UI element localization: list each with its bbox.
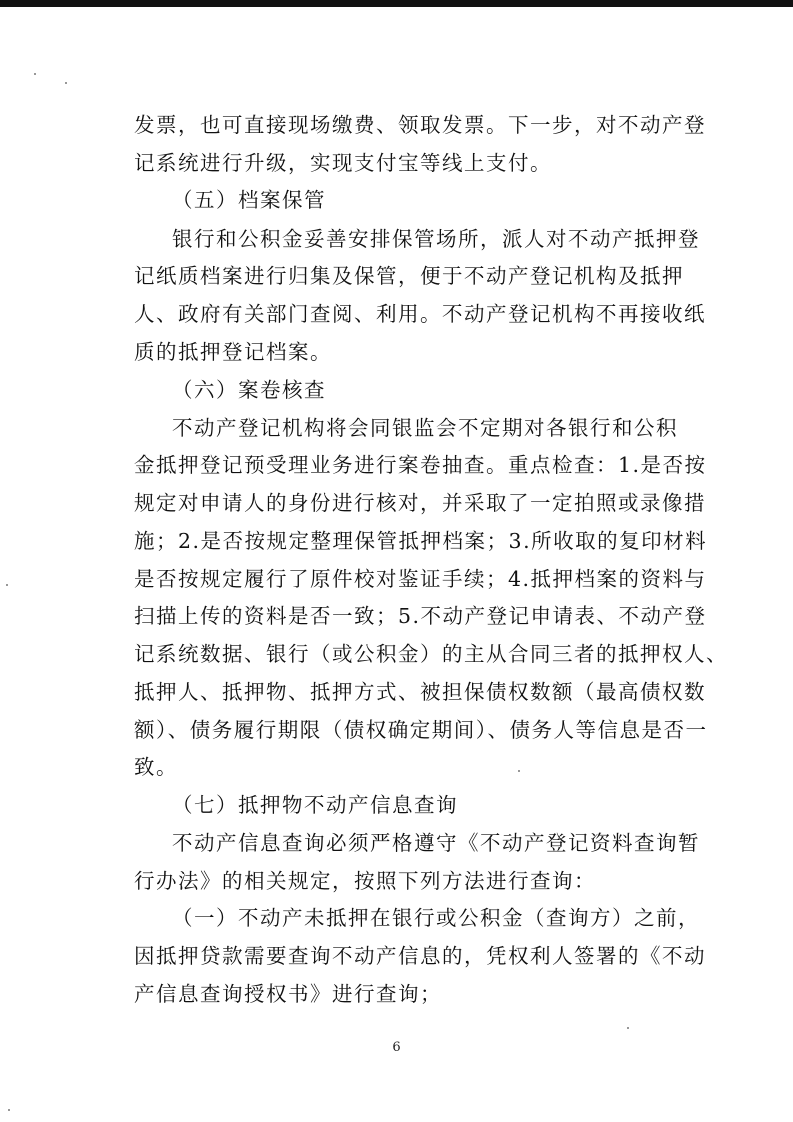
paragraph-line: 规定对申请人的身份进行核对，并采取了一定拍照或录像措 [134,491,706,515]
paragraph-line: 记系统进行升级，实现支付宝等线上支付。 [134,151,552,175]
page-number: 6 [392,1040,401,1055]
section-heading: （七）抵押物不动产信息查询 [172,793,458,817]
paragraph-line: 质的抵押登记档案。 [134,340,332,364]
paragraph-line: 因抵押贷款需要查询不动产信息的，凭权利人签署的《不动 [134,944,706,968]
scan-speck [34,73,36,75]
paragraph-line: 扫描上传的资料是否一致；5.不动产登记申请表、不动产登 [134,604,707,628]
paragraph-line: 记系统数据、银行（或公积金）的主从合同三者的抵押权人、 [134,642,728,666]
paragraph-line: 额）、债务履行期限（债权确定期间）、债务人等信息是否一 [134,718,708,742]
paragraph-line: （一）不动产未抵押在银行或公积金（查询方）之前， [172,906,700,930]
paragraph-line: 金抵押登记预受理业务进行案卷抽查。重点检查：1.是否按 [134,453,707,477]
scan-speck [6,584,8,586]
paragraph-line: 发票，也可直接现场缴费、领取发票。下一步，对不动产登 [134,113,706,137]
paragraph-line: 施；2.是否按规定整理保管抵押档案；3.所收取的复印材料 [134,529,708,553]
section-heading: （六）案卷核查 [172,378,326,402]
paragraph-line: 产信息查询授权书》进行查询； [134,982,442,1006]
paragraph-line: 行办法》的相关规定，按照下列方法进行查询： [134,869,596,893]
scan-speck [65,82,67,84]
scan-speck [8,1109,10,1111]
paragraph-line: 记纸质档案进行归集及保管，便于不动产登记机构及抵押 [134,264,684,288]
scan-speck [627,1027,629,1029]
section-heading: （五）档案保管 [172,188,326,212]
paragraph-line: 不动产登记机构将会同银监会不定期对各银行和公积 [172,416,678,440]
paragraph-line: 致。 [134,755,178,779]
paragraph-line: 银行和公积金妥善安排保管场所，派人对不动产抵押登 [172,227,700,251]
paragraph-line: 抵押人、抵押物、抵押方式、被担保债权数额（最高债权数 [134,680,706,704]
scan-top-border [0,0,793,7]
paragraph-line: 是否按规定履行了原件校对鉴证手续；4.抵押档案的资料与 [134,567,707,591]
paragraph-line: 不动产信息查询必须严格遵守《不动产登记资料查询暂 [172,831,700,855]
scan-speck [518,770,520,772]
paragraph-line: 人、政府有关部门查阅、利用。不动产登记机构不再接收纸 [134,302,706,326]
